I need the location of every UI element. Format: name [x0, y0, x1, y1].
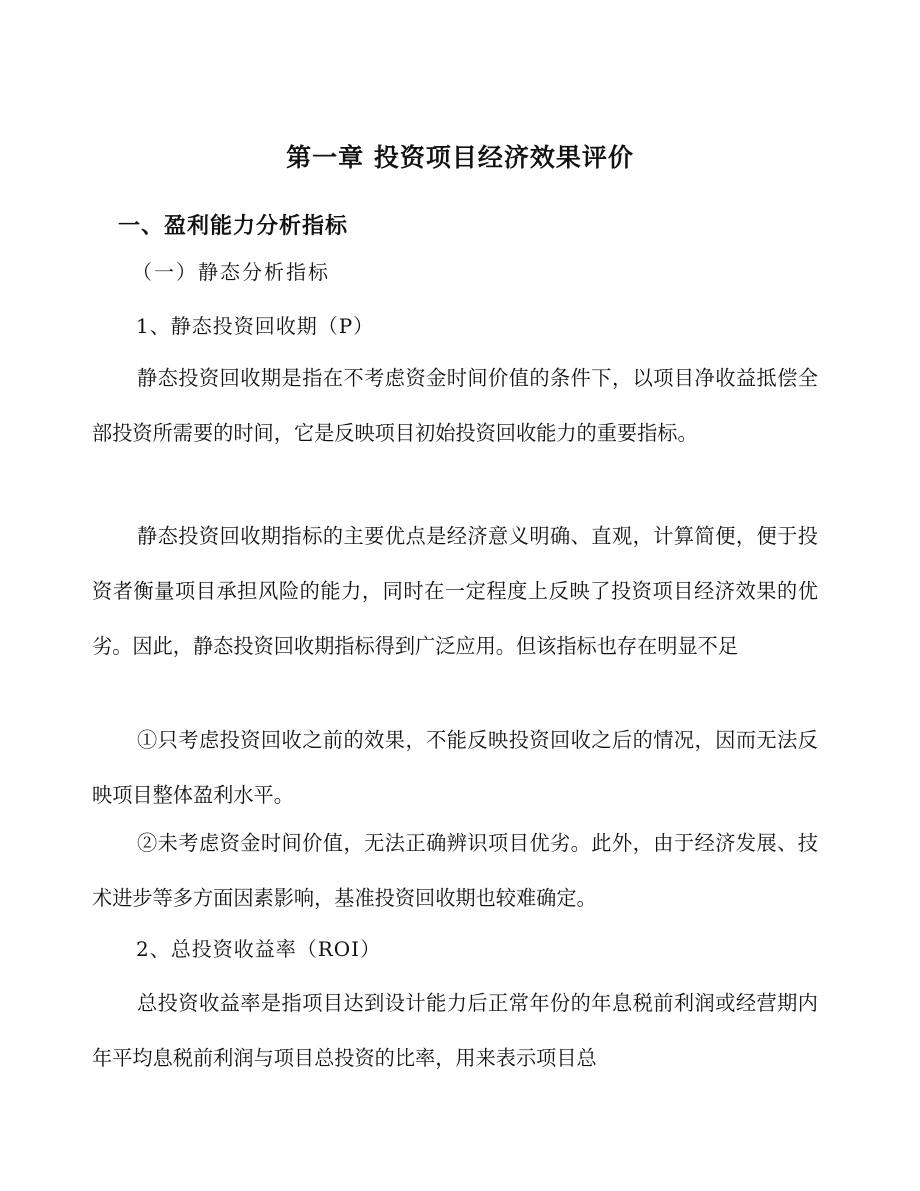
paragraph-drawback-2: ②未考虑资金时间价值，无法正确辨识项目优劣。此外，由于经济发展、技术进步等多方面因素影响，基准投资回收期也较难确定。 [92, 831, 818, 910]
paragraph-advantages: 静态投资回收期指标的主要优点是经济意义明确、直观，计算简便，便于投资者衡量项目承担风险的能力，同时在一定程度上反映了投资项目经济效果的优劣。因此，静态投资回收期指标得到广泛应用。但该指标也存在明显不足 [92, 524, 818, 658]
paragraph-definition: 静态投资回收期是指在不考虑资金时间价值的条件下，以项目净收益抵偿全部投资所需要的时间，它是反映项目初始投资回收能力的重要指标。 [92, 366, 818, 445]
subsection-heading: （一）静态分析指标 [132, 260, 330, 284]
section-heading: 一、盈利能力分析指标 [118, 214, 349, 239]
chapter-title: 第一章 投资项目经济效果评价 [286, 143, 634, 172]
paragraph-drawback-1: ①只考虑投资回收之前的效果，不能反映投资回收之后的情况，因而无法反映项目整体盈利水平。 [92, 728, 818, 807]
item-heading-static-payback: 1、静态投资回收期（P） [136, 314, 375, 338]
paragraph-roi-definition: 总投资收益率是指项目达到设计能力后正常年份的年息税前利润或经营期内年平均息税前利润与项目总投资的比率，用来表示项目总 [92, 991, 818, 1070]
item-heading-roi: 2、总投资收益率（ROI） [136, 937, 382, 961]
